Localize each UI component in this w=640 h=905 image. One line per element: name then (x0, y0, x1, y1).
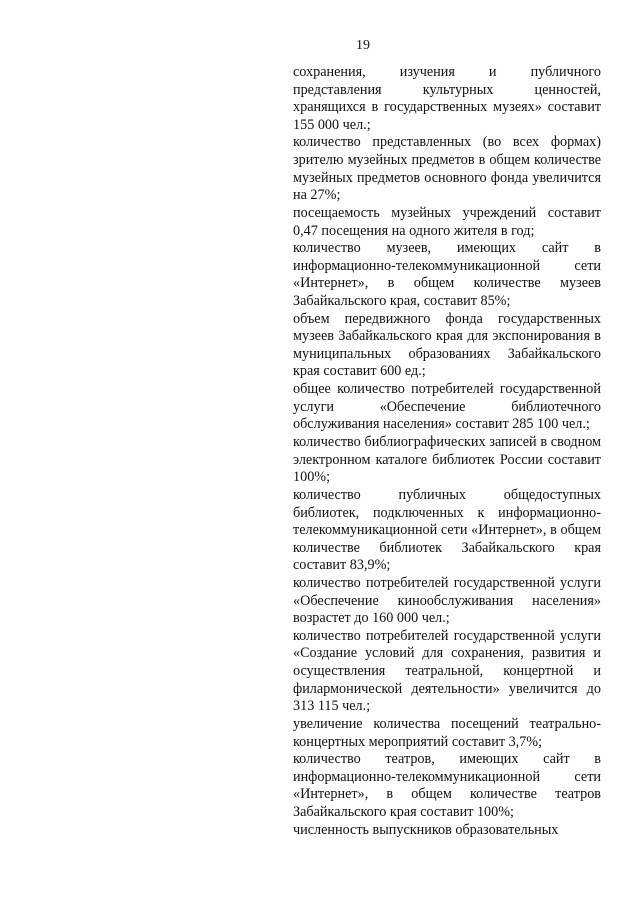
page-number: 19 (356, 38, 370, 53)
paragraph: сохранения, изучения и публичного представления культурных ценностей, хранящихся в государственных музеях» составит 155 000 чел.; (293, 64, 601, 133)
paragraph: увеличение количества посещений театрально-концертных мероприятий составит 3,7%; (293, 715, 601, 750)
paragraph: объем передвижного фонда государственных музеев Забайкальского края для экспонирования в муниципальных образованиях Забайкальского края составит 600 ед.; (293, 310, 601, 380)
paragraph: общее количество потребителей государственной услуги «Обеспечение библиотечного обслуживания населения» составит 285 100 чел.; (293, 381, 601, 433)
paragraph: количество театров, имеющих сайт в информационно-телекоммуникационной сети «Интернет», в общем количестве театров Забайкальского края составит 100%; (293, 751, 601, 820)
paragraph: количество библиографических записей в сводном электронном каталоге библиотек России составит 100%; (293, 434, 601, 486)
body-text (293, 64, 601, 839)
paragraph: количество музеев, имеющих сайт в информационно-телекоммуникационной сети «Интернет», в общем количестве музеев Забайкальского края, составит 85%; (293, 240, 601, 309)
paragraph: количество потребителей государственной услуги «Обеспечение кинообслуживания населения» возрастет до 160 000 чел.; (293, 574, 601, 627)
paragraph: численность выпускников образовательных (293, 821, 559, 838)
paragraph: количество потребителей государственной услуги «Создание условий для сохранения, развития и осуществления театральной, концертной и филармонической деятельности» увеличится до 313 115 чел.; (293, 627, 601, 715)
paragraph: посещаемость музейных учреждений составит 0,47 посещения на одного жителя в год; (293, 204, 601, 239)
paragraph: количество публичных общедоступных библиотек, подключенных к информационно-телекоммуникационной сети «Интернет», в общем количестве библиотек Забайкальского края составит 83,9%; (293, 486, 601, 574)
paragraph: количество представленных (во всех формах) зрителю музейных предметов в общем количестве музейных предметов основного фонда увеличится на 27%; (293, 134, 601, 204)
